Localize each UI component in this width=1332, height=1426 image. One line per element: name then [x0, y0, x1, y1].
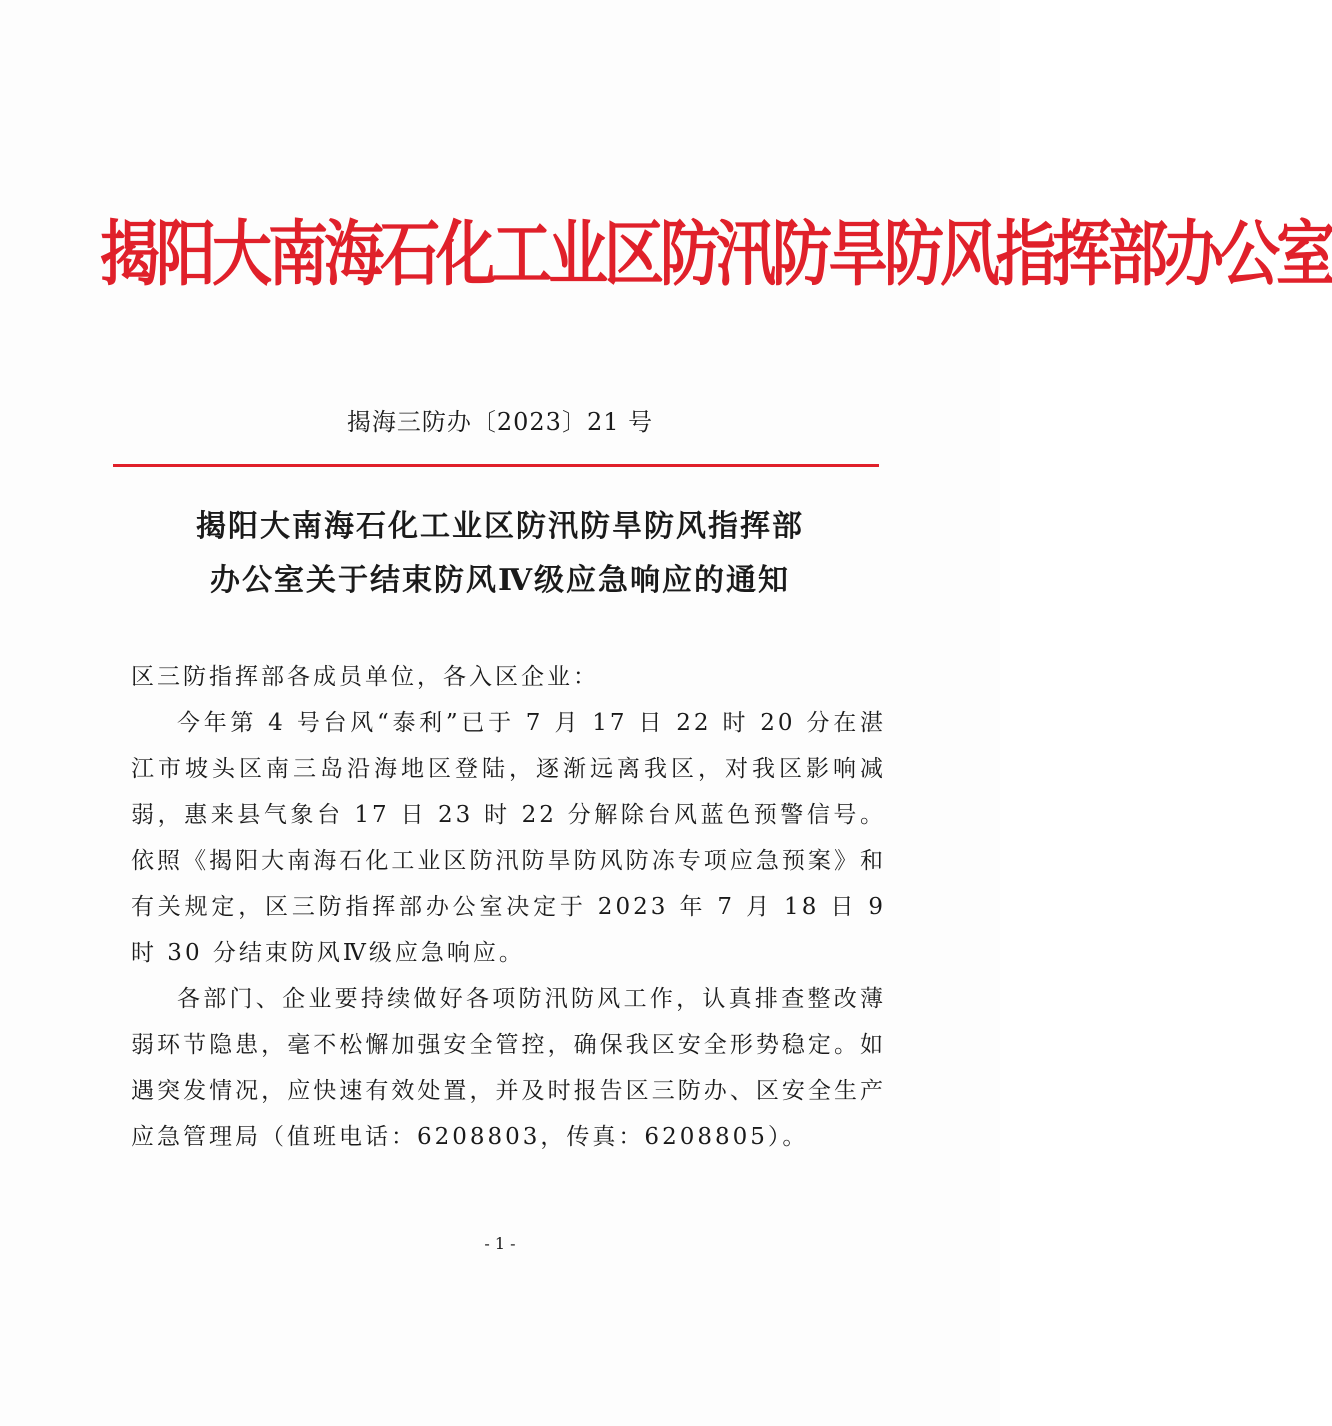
body-paragraph-2: 各部门、企业要持续做好各项防汛防风工作，认真排查整改薄弱环节隐患，毫不松懈加强安全管控，确保我区安全形势稳定。如遇突发情况，应快速有效处置，并及时报告区三防办、区安全生产应急管理局（值班电话：6208803，传真：6208805）。 [131, 986, 886, 1150]
document-number: 揭海三防办〔2023〕21 号 [346, 408, 654, 436]
body-paragraph-1: 今年第 4 号台风“泰利”已于 7 月 17 日 22 时 20 分在湛江市坡头区南三岛沿海地区登陆，逐渐远离我区，对我区影响减弱，惠来县气象台 17 日 23 时 22 分解除台风蓝色预警信号。依照《揭阳大南海石化工业区防汛防旱防风防冻专项应急预案》和有关规定，区三防指挥部办公室决定于 2023 年 7 月 18 日 9 时 30 分结束防风Ⅳ级应急响应。 [131, 710, 886, 966]
salutation: 区三防指挥部各成员单位，各入区企业： [131, 664, 599, 690]
document-title-line-2: 办公室关于结束防风Ⅳ级应急响应的通知 [209, 563, 791, 598]
document-body [131, 654, 886, 1160]
document-title [120, 500, 880, 608]
document-title-line-1: 揭阳大南海石化工业区防汛防旱防风指挥部 [196, 509, 804, 544]
page-number: - 1 - [484, 1234, 516, 1253]
letterhead-title: 揭阳大南海石化工业区防汛防旱防风指挥部办公室 [100, 213, 1332, 297]
red-divider-line [113, 464, 879, 467]
